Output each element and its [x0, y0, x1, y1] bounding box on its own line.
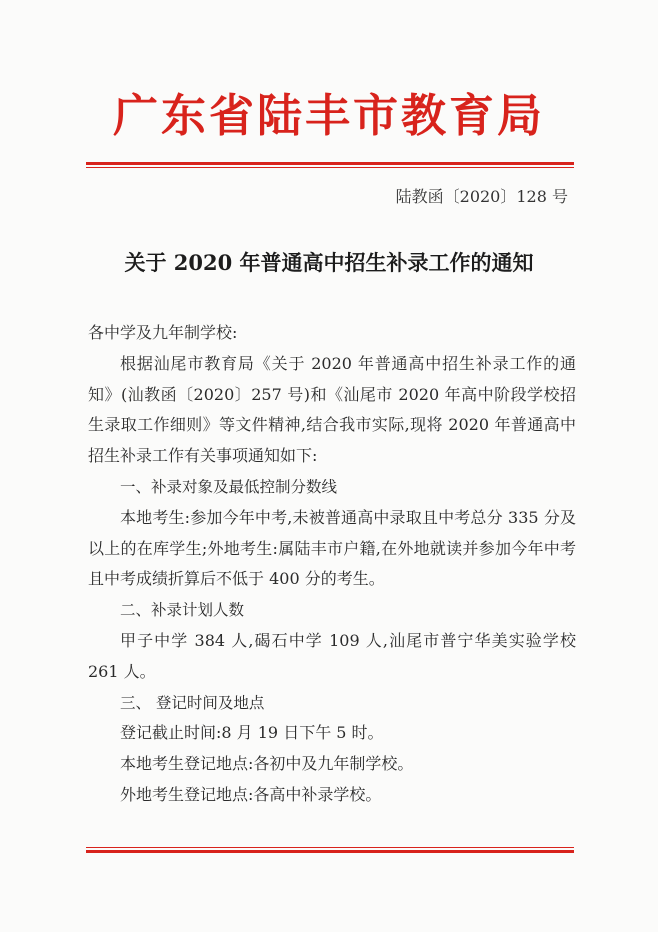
salutation: 各中学及九年制学校: — [88, 323, 238, 342]
notice-title: 关于 2020 年普通高中招生补录工作的通知 — [124, 250, 534, 275]
header-red-rule-thin — [86, 167, 574, 168]
section-paragraph: 本地考生:参加今年中考,未被普通高中录取且中考总分 335 分及以上的在库学生;外地考生:属陆丰市户籍,在外地就读并参加今年中考且中考成绩折算后不低于 400 分的考生。 — [88, 507, 576, 589]
section-heading: 二、补录计划人数 — [120, 601, 245, 620]
section-heading: 一、补录对象及最低控制分数线 — [120, 477, 338, 496]
section-heading: 三、 登记时间及地点 — [120, 693, 265, 712]
document-number: 陆教函〔2020〕128 号 — [395, 187, 568, 206]
footer-red-rule-thick — [86, 850, 574, 853]
section-paragraph: 登记截止时间:8 月 19 日下午 5 时。 — [120, 723, 384, 743]
section-paragraph: 外地考生登记地点:各高中补录学校。 — [120, 784, 382, 804]
notice-body — [88, 318, 576, 811]
header-red-rule-thick — [86, 162, 574, 165]
footer-red-rule-thin — [86, 847, 574, 848]
section-paragraph: 甲子中学 384 人,碣石中学 109 人,汕尾市普宁华美实验学校 261 人。 — [88, 630, 576, 681]
issuing-authority-title: 广东省陆丰市教育局 — [112, 89, 545, 142]
intro-paragraph: 根据汕尾市教育局《关于 2020 年普通高中招生补录工作的通知》(汕教函〔2020〕257 号)和《汕尾市 2020 年高中阶段学校招生录取工作细则》等文件精神,结合我市实际,现将 2020 年普通高中招生补录工作有关事项通知如下: — [88, 353, 576, 466]
section-paragraph: 本地考生登记地点:各初中及九年制学校。 — [120, 754, 414, 774]
